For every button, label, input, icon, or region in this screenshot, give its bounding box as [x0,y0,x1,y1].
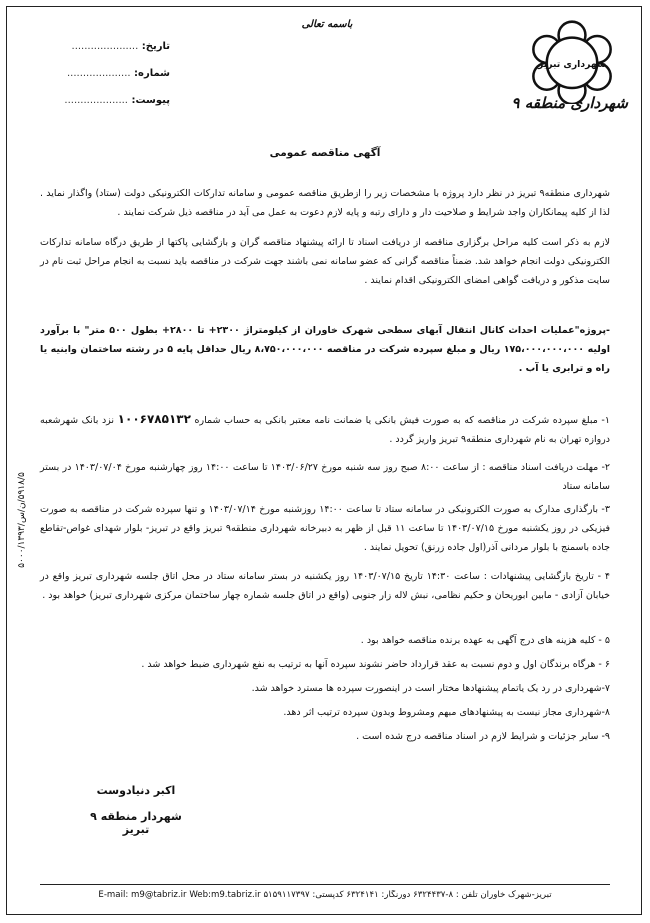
item-7: ۷-شهرداری در رد یک یاتمام پیشنهادها مختار است در اینصورت سپرده ها مسترد خواهد شد. [251,683,610,694]
attachment-dots: .................... [64,95,128,106]
date-label: تاریخ: [141,41,170,52]
signer-name: اکبر دنیادوست [96,784,176,797]
item-6: ۶ - هرگاه برندگان اول و دوم نسبت به عقد قرارداد حاضر نشوند سپرده آنها به ترتیب به نفع شهرداری ضبط خواهد شد . [141,659,610,670]
municipality-logo-icon [530,20,614,104]
bank-account-number: ۱۰۰۶۷۸۵۱۳۲ [117,412,191,426]
number-field [58,68,170,79]
item-3: ۳- بارگذاری مدارک به صورت الکترونیکی در سامانه ستاد تا ساعت ۱۴:۰۰ روزشنبه مورخ ۱۴۰۳/۰۷/۱۴ و تنها سپرده شرکت در مناقصه به صورت فیزیکی در روز یکشنبه مورخ ۱۴۰۳/۰۷/۱۵ تا ساعت ۱۱ قبل از ظهر به دبیرخانه شهرداری منطقه۹ تبریز واقع در تبریز- بلوار شهدای غواص-تقاطع جاده باسمنج با بلوار مردانی آذر(اول جاده زرنق) تحویل نمایند . [40,504,611,553]
attachment-label: پیوست: [131,95,170,106]
date-field [58,41,170,52]
item-8: ۸-شهرداری مجاز نیست به پیشنهادهای مبهم ومشروط وبدون سپرده ترتیب اثر دهد. [283,707,610,718]
logo-text: شهرداری تبریز [537,59,607,71]
item-5: ۵ - کلیه هزینه های درج آگهی به عهده برنده مناقصه خواهد بود . [360,635,610,646]
item-1-after: نزد بانک شهرشعبه دروازه تهران به نام شهرداری منطقه۹ تبریز واریز گردد . [40,415,610,445]
project-description: -پروژه"عملیات احداث کانال انتقال آبهای سطحی شهرک خاوران از کیلومتراژ ۲۳۰۰+ تا ۲۸۰۰+ بطول ۵۰۰ متر" با برآورد اولیه ۱۷۵،۰۰۰،۰۰۰،۰۰۰ ریال و مبلغ سپرده شرکت در مناقصه ۸،۷۵۰،۰۰۰،۰۰۰ ریال حداقل پایه ۵ در رشته ساختمان وابنیه یا راه و ترابری یا آب . [40,325,610,374]
item-1 [40,410,610,449]
organization-name: شهرداری منطقه ۹ [511,94,628,112]
number-label: شماره: [134,68,170,79]
number-dots: .................... [66,68,131,79]
side-form-code-text: ۵۹۱۸/۵/ن/س/۵۰۰۰/۱۳۹۳ [17,472,27,568]
item-4: ۴ - تاریخ بازگشایی پیشنهادات : ساعت ۱۴:۳۰ تاریخ ۱۴۰۳/۰۷/۱۵ روز یکشنبه در بستر سامانه ستاد در محل اتاق جلسه شهرداری تبریز واقع در خیابان آزادی - مابین ابوریحان و حکیم نظامی، نبش لاله زار جنوبی (واقع در اتاق جلسه شماره چهار ساختمان مرکزی شهرداری تبریز) خواهد بود . [40,571,610,601]
date-dots: ..................... [71,41,139,52]
item-1-before: ۱- مبلغ سپرده شرکت در مناقصه که به صورت فیش بانکی یا ضمانت نامه معتبر بانکی به حساب شماره [194,415,610,426]
attachment-field [58,95,170,106]
item-2: ۲- مهلت دریافت اسناد مناقصه : از ساعت ۸:۰۰ صبح روز سه شنبه مورخ ۱۴۰۳/۰۶/۲۷ تا ساعت ۱۴:۰۰ روز چهارشنبه مورخ ۱۴۰۳/۰۷/۰۴ در بستر سامانه ستاد [40,462,610,492]
footer-divider [40,884,610,885]
intro-paragraph-1: شهرداری منطقه۹ تبریز در نظر دارد پروژه با مشخصات زیر را ازطریق مناقصه عمومی و سامانه تدارکات الکترونیکی دولت (ستاد) واگذار نماید . لذا از کلیه پیمانکاران واجد شرایط و صلاحیت دار و دارای رتبه و پایه لازم دعوت به عمل می آید در مناقصه ذیل شرکت نمایند . [40,188,610,218]
footer-contact: تبریز-شهرک خاوران تلفن : ۸-۶۳۲۴۴۳۷ دورنگار: ۶۳۲۴۱۴۱ کدپستی: ۵۱۵۹۱۱۷۳۹۷ E-mail: m9@tabriz.ir Web:m9.tabriz.ir [98,890,552,900]
document-title: آگهی مناقصه عمومی [269,147,381,159]
signer-position: شهردار منطقه ۹ تبریز [90,810,182,836]
side-form-code [2,400,42,640]
intro-paragraph-2: لازم به ذکر است کلیه مراحل برگزاری مناقصه از دریافت اسناد تا ارائه پیشنهاد مناقصه گران و بازگشایی پاکتها از طریق درگاه سامانه تدارکات الکترونیکی دولت انجام خواهد شد. ضمناً مناقصه گرانی که عضو سامانه نمی باشند جهت شرکت در مناقصه باید نسبت به انجام مراحل ثبت نام در سایت مذکور و دریافت گواهی امضای الکترونیکی اقدام نمایند . [40,237,610,286]
item-9: ۹- سایر جزئیات و شرایط لازم در اسناد مناقصه درج شده است . [356,731,610,742]
bismillah-heading: باسمه تعالی [301,19,353,30]
